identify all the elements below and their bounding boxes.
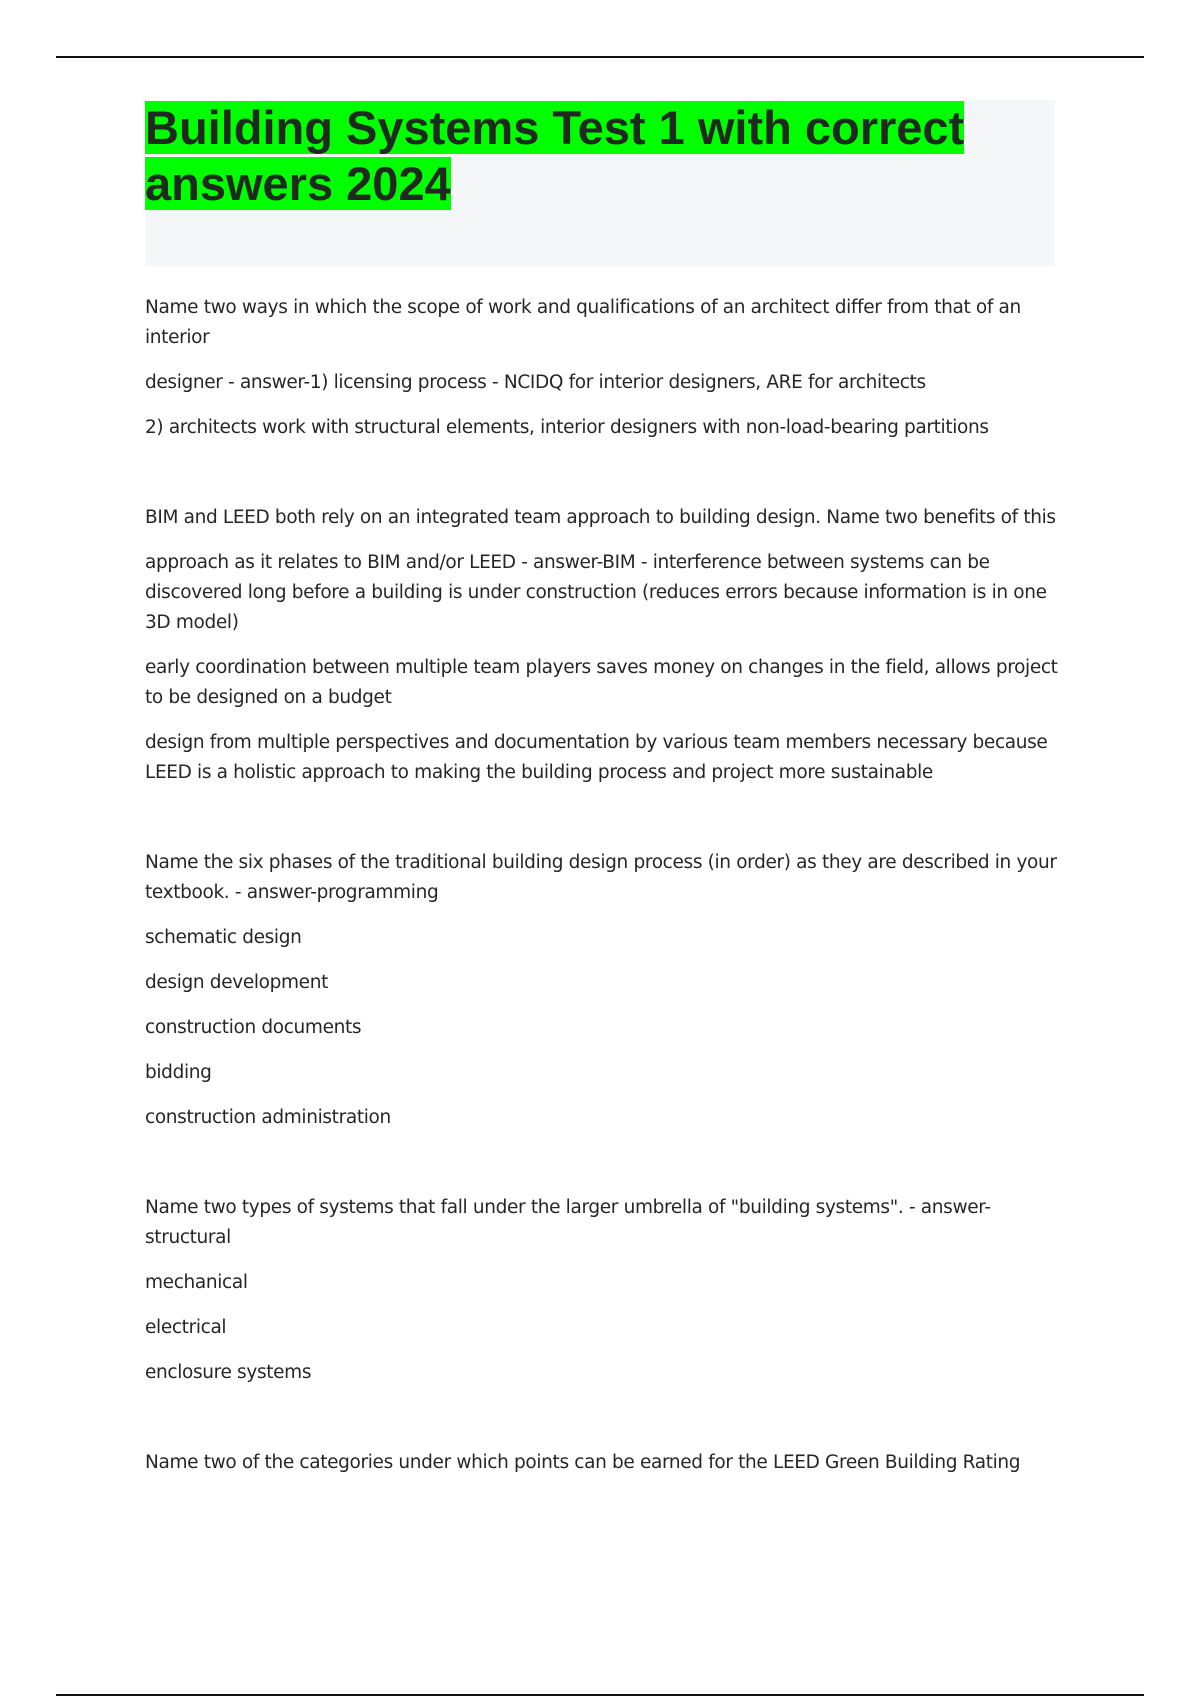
answer-text: electrical — [145, 1317, 227, 1338]
qa-content — [145, 293, 1060, 1538]
answer-text: bidding — [145, 1062, 212, 1083]
answer-text: construction documents — [145, 1017, 362, 1038]
answer-text: early coordination between multiple team players saves money on changes in the field, allows project to be designed on a budget — [145, 657, 1058, 708]
qa-block-2 — [145, 503, 1060, 788]
answer-text: design development — [145, 972, 328, 993]
answer-text: design from multiple perspectives and documentation by various team members necessary because LEED is a holistic approach to making the building process and project more sustainable — [145, 732, 1048, 783]
question-text: Name two of the categories under which points can be earned for the LEED Green Building Rating — [145, 1452, 1021, 1473]
qa-block-1 — [145, 293, 1060, 443]
qa-block-3 — [145, 848, 1060, 1133]
question-text: Name two types of systems that fall under the larger umbrella of "building systems". - answer-structural — [145, 1197, 991, 1248]
qa-block-5 — [145, 1448, 1060, 1478]
answer-text: construction administration — [145, 1107, 391, 1128]
question-text: BIM and LEED both rely on an integrated team approach to building design. Name two benefits of this — [145, 507, 1056, 528]
bottom-divider — [56, 1694, 1144, 1696]
title-block — [145, 100, 1055, 266]
answer-text: designer - answer-1) licensing process - NCIDQ for interior designers, ARE for architects — [145, 372, 926, 393]
question-text: Name two ways in which the scope of work and qualifications of an architect differ from that of an interior — [145, 297, 1021, 348]
answer-text: approach as it relates to BIM and/or LEED - answer-BIM - interference between systems can be discovered long before a building is under construction (reduces errors because information is in one 3D model) — [145, 552, 1047, 633]
answer-text: mechanical — [145, 1272, 248, 1293]
title-highlight: Building Systems Test 1 with correct answers 2024 — [145, 101, 965, 210]
question-text: Name the six phases of the traditional building design process (in order) as they are described in your textbook. - answer-programming — [145, 852, 1057, 903]
top-divider — [56, 56, 1144, 58]
document-title — [145, 100, 1005, 212]
qa-block-4 — [145, 1193, 1060, 1388]
answer-text: enclosure systems — [145, 1362, 312, 1383]
answer-text: 2) architects work with structural elements, interior designers with non-load-bearing partitions — [145, 417, 989, 438]
answer-text: schematic design — [145, 927, 302, 948]
